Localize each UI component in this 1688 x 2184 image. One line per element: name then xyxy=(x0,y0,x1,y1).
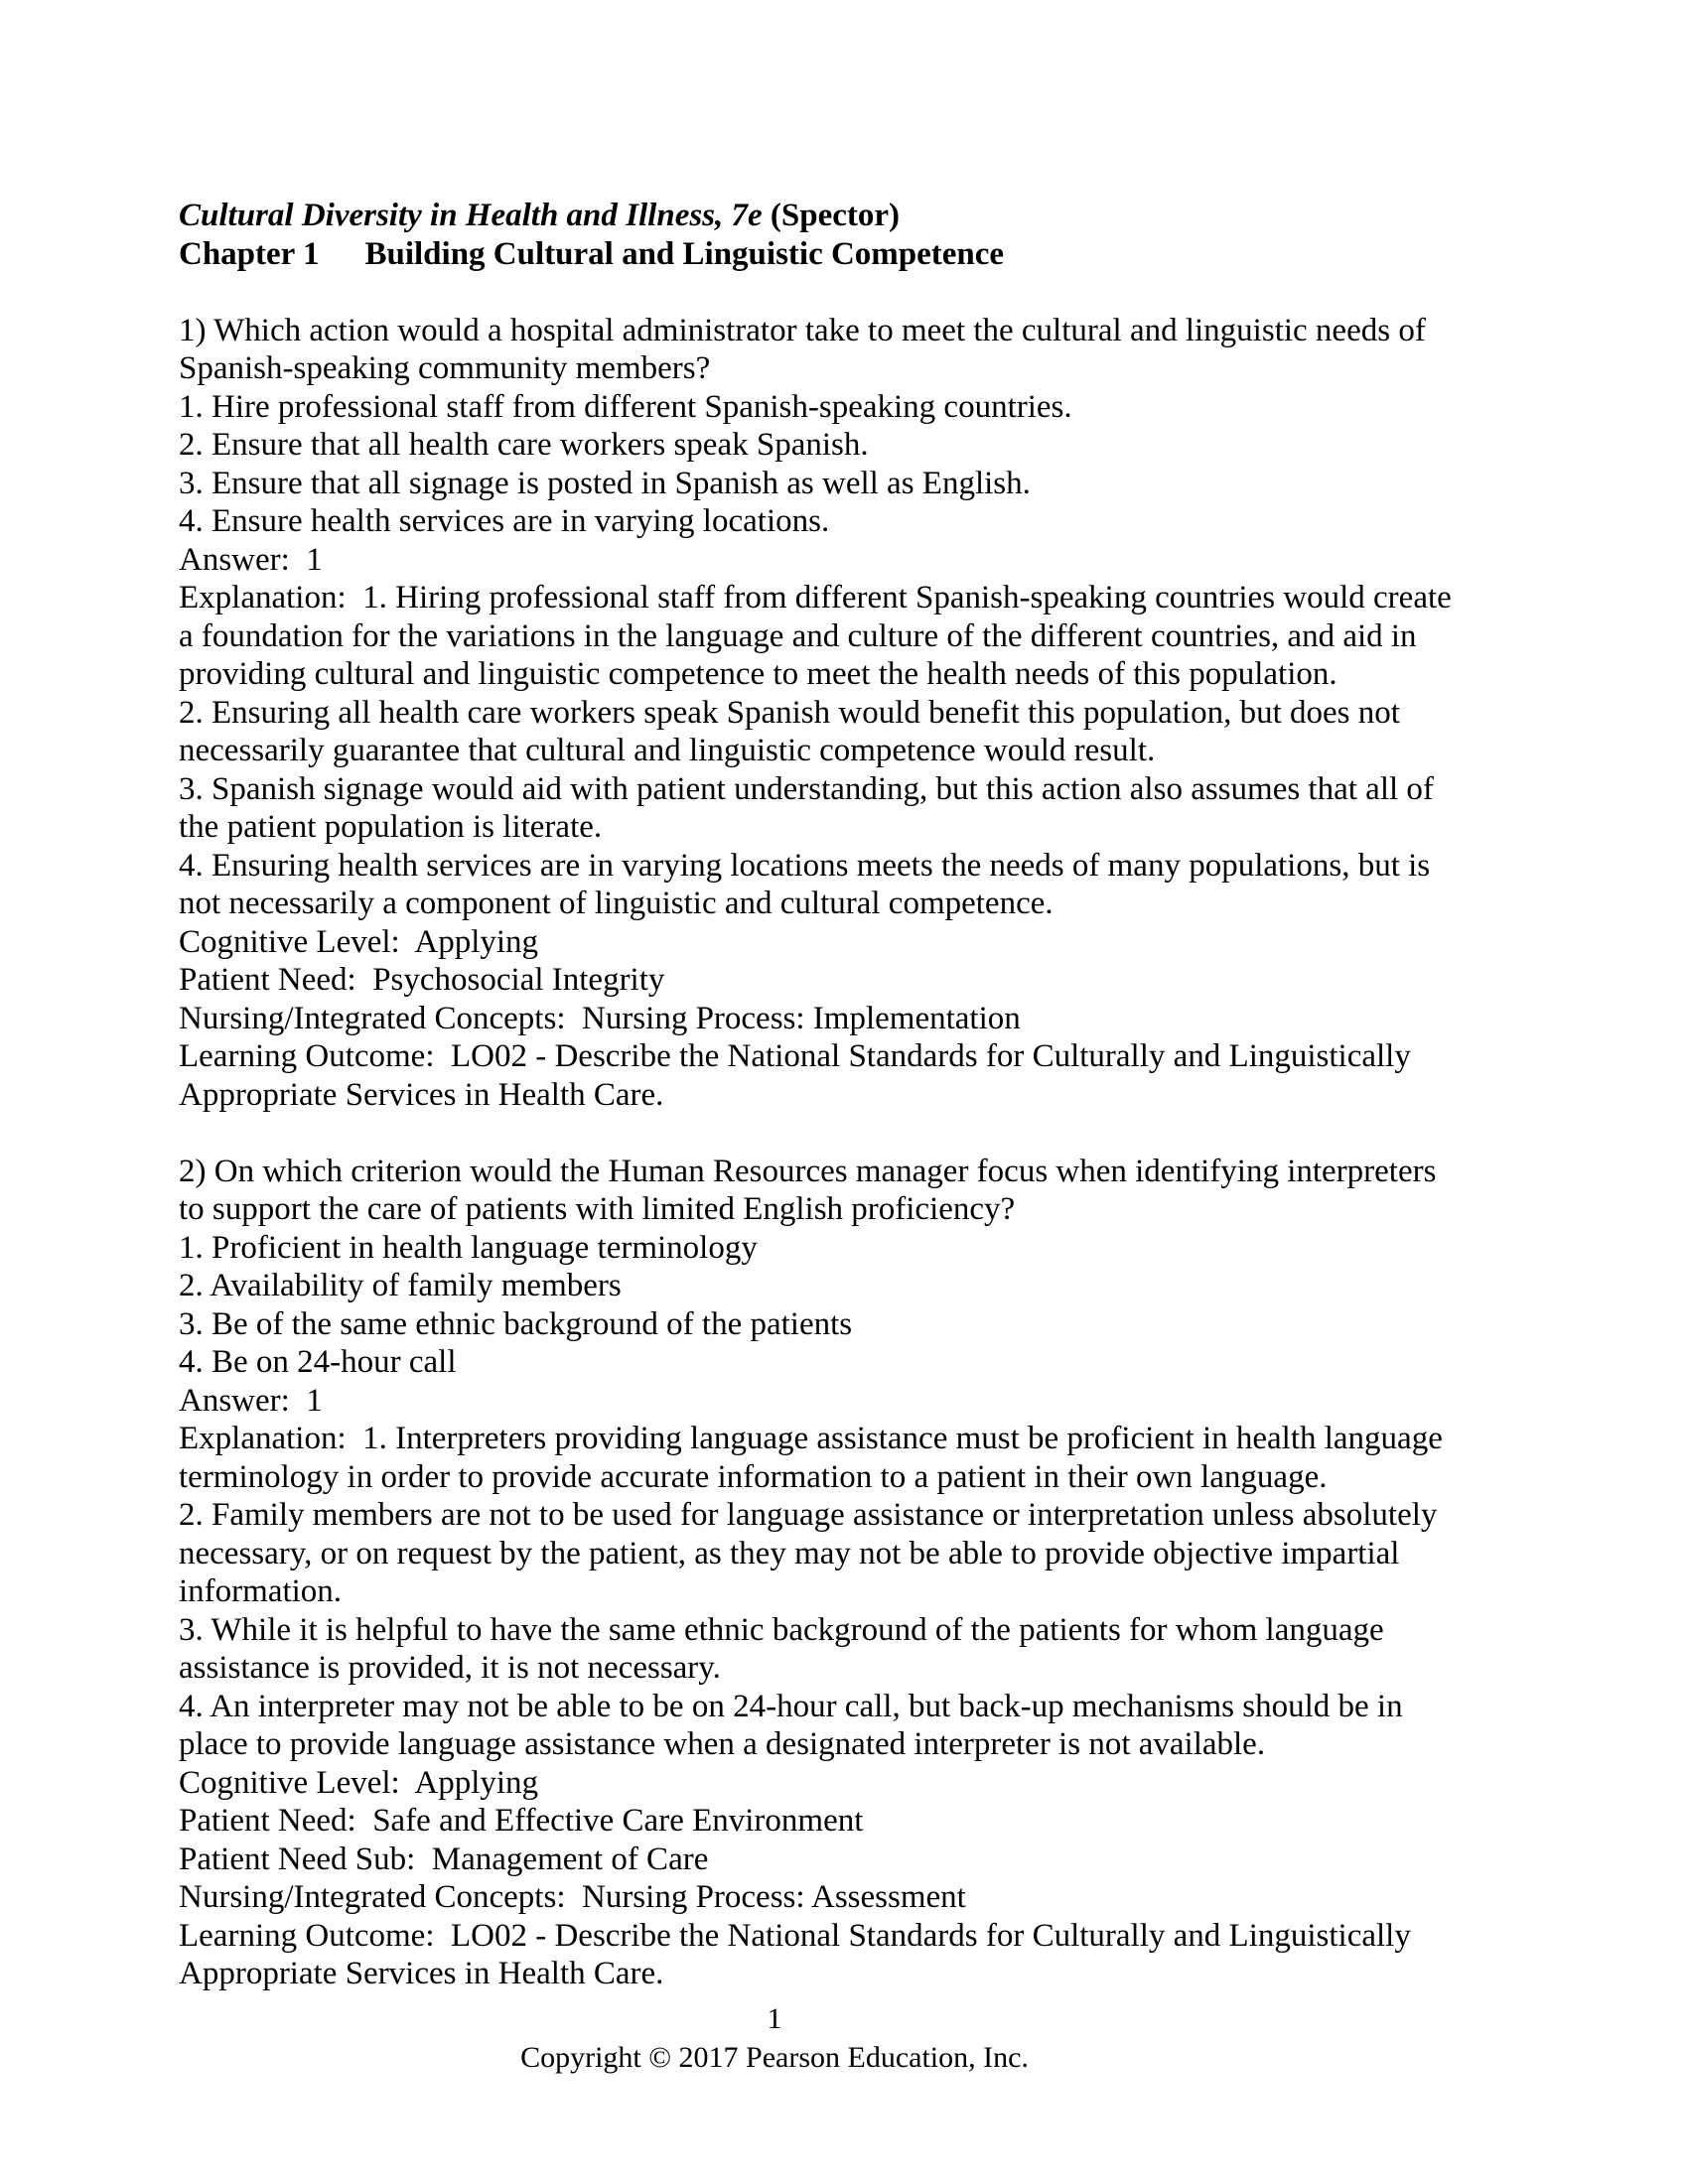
text-line: information. xyxy=(179,1573,343,1609)
text-line: 1. Hire professional staff from different Spanish-speaking countries. xyxy=(179,388,1072,425)
text-line: 2. Ensuring all health care workers speak Spanish would benefit this population, but does not xyxy=(179,694,1400,731)
document-footer xyxy=(139,2000,1410,2077)
text-line: 4. Be on 24-hour call xyxy=(179,1344,457,1380)
text-line: 2) On which criterion would the Human Resources manager focus when identifying interpreters xyxy=(179,1153,1437,1189)
text-line: 3. Be of the same ethnic background of the patients xyxy=(179,1305,853,1342)
text-line: 2. Family members are not to be used for language assistance or interpretation unless absolutely xyxy=(179,1497,1438,1533)
text-line: 2. Ensure that all health care workers speak Spanish. xyxy=(179,427,869,463)
text-line: Answer: 1 xyxy=(179,541,323,578)
text-line: Appropriate Services in Health Care. xyxy=(179,1076,664,1113)
text-line: 3. Spanish signage would aid with patient understanding, but this action also assumes that all of xyxy=(179,770,1434,807)
text-line: Appropriate Services in Health Care. xyxy=(179,1956,664,1991)
chapter-label: Chapter 1 xyxy=(179,235,320,272)
text-line xyxy=(179,1114,1569,1153)
text-line: Patient Need: Safe and Effective Care Environment xyxy=(179,1803,864,1839)
document-header xyxy=(179,197,1569,273)
text-line: 1. Proficient in health language terminology xyxy=(179,1229,758,1266)
text-line: Learning Outcome: LO02 - Describe the National Standards for Culturally and Linguistically xyxy=(179,1917,1411,1954)
text-line: Explanation: 1. Hiring professional staff from different Spanish-speaking countries would create xyxy=(179,580,1452,615)
chapter-title: Building Cultural and Linguistic Competence xyxy=(364,235,1005,272)
text-line: Cognitive Level: Applying xyxy=(179,923,539,960)
text-line: Nursing/Integrated Concepts: Nursing Process: Implementation xyxy=(179,1000,1021,1036)
chapter-line xyxy=(179,235,1569,274)
book-author: (Spector) xyxy=(762,198,901,233)
text-line: Answer: 1 xyxy=(179,1382,323,1419)
text-line: 4. Ensuring health services are in varying locations meets the needs of many populations, but is xyxy=(179,847,1431,884)
text-line: Patient Need: Psychosocial Integrity xyxy=(179,962,665,998)
text-line: 3. While it is helpful to have the same ethnic background of the patients for whom language xyxy=(179,1611,1384,1648)
document-body xyxy=(179,273,1569,1993)
book-title: Cultural Diversity in Health and Illness, 7e xyxy=(179,198,763,233)
text-line: providing cultural and linguistic competence to meet the health needs of this population. xyxy=(179,656,1337,692)
text-line: not necessarily a component of linguistic and cultural competence. xyxy=(179,886,1054,921)
document-content xyxy=(179,197,1569,1993)
text-line: Explanation: 1. Interpreters providing language assistance must be proficient in health language xyxy=(179,1421,1443,1456)
text-line: necessary, or on request by the patient, as they may not be able to provide objective impartial xyxy=(179,1535,1400,1571)
text-line: 4. Ensure health services are in varying locations. xyxy=(179,503,830,539)
text-line: 3. Ensure that all signage is posted in Spanish as well as English. xyxy=(179,465,1031,501)
text-line: Cognitive Level: Applying xyxy=(179,1764,539,1801)
text-line: Learning Outcome: LO02 - Describe the National Standards for Culturally and Linguistically xyxy=(179,1038,1411,1074)
text-line: Spanish-speaking community members? xyxy=(179,350,711,386)
text-line: to support the care of patients with limited English proficiency? xyxy=(179,1191,1016,1227)
copyright-line: Copyright © 2017 Pearson Education, Inc. xyxy=(520,2040,1029,2074)
text-line: necessarily guarantee that cultural and linguistic competence would result. xyxy=(179,733,1156,768)
text-line: Nursing/Integrated Concepts: Nursing Process: Assessment xyxy=(179,1879,966,1915)
text-line: Patient Need Sub: Management of Care xyxy=(179,1841,709,1877)
text-line: assistance is provided, it is not necessary. xyxy=(179,1650,721,1686)
book-title-line xyxy=(179,197,1569,235)
text-line: place to provide language assistance when a designated interpreter is not available. xyxy=(179,1726,1266,1762)
text-line: the patient population is literate. xyxy=(179,809,603,845)
text-line: 2. Availability of family members xyxy=(179,1268,622,1303)
text-line xyxy=(179,273,1569,312)
text-line: terminology in order to provide accurate information to a patient in their own language. xyxy=(179,1458,1328,1495)
text-line: 4. An interpreter may not be able to be on 24-hour call, but back-up mechanisms should be in xyxy=(179,1688,1403,1724)
text-line: 1) Which action would a hospital administrator take to meet the cultural and linguistic needs of xyxy=(179,312,1426,348)
page-number: 1 xyxy=(767,2002,782,2035)
text-line: a foundation for the variations in the language and culture of the different countries, and aid in xyxy=(179,617,1417,654)
